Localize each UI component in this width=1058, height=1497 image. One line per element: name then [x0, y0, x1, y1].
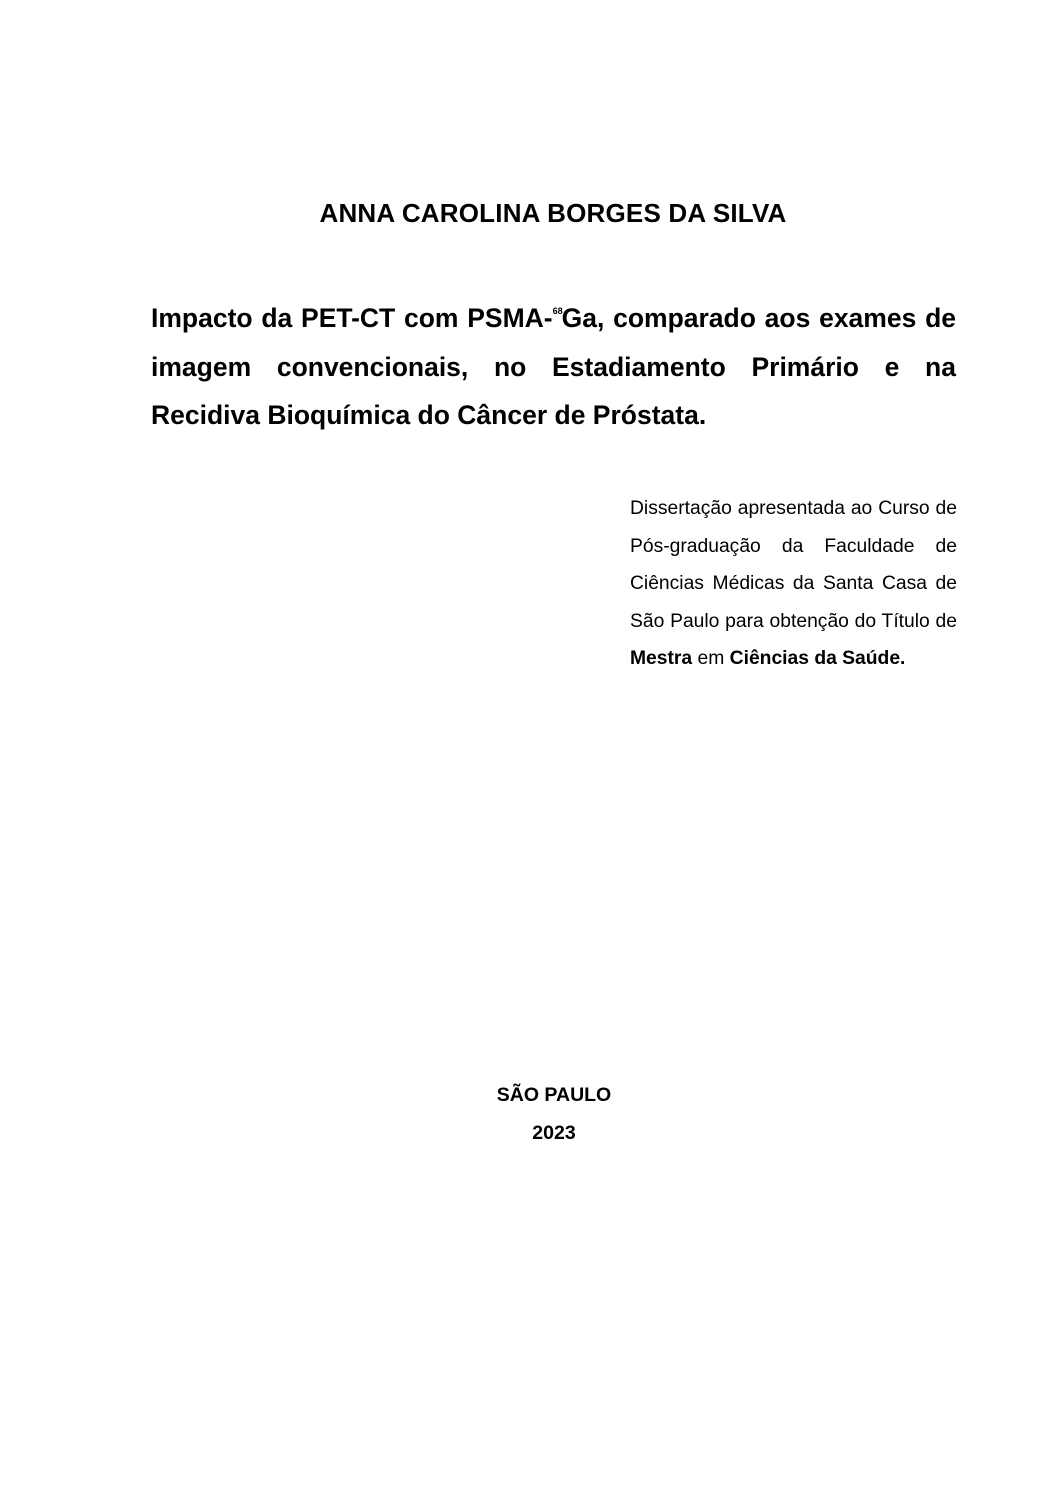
degree-name: Mestra	[630, 648, 693, 669]
isotope-superscript: 68	[552, 306, 563, 316]
presentation-note	[630, 490, 957, 678]
note-text-2: em	[692, 648, 730, 669]
field-name: Ciências da Saúde.	[729, 648, 906, 669]
title-part-1: Impacto da PET-CT com PSMA-	[151, 303, 553, 333]
city: SÃO PAULO	[496, 1084, 612, 1106]
author-name: ANNA CAROLINA BORGES DA SILVA	[319, 198, 787, 228]
note-text-1: Dissertação apresentada ao Curso de Pós-graduação da Faculdade de Ciências Médicas da Santa Casa de São Paulo para obtenção do Título de	[630, 498, 957, 632]
title-part-2: Ga, comparado aos exames de imagem convencionais, no Estadiamento Primário e na Recidiva Bioquímica do Câncer de Próstata.	[151, 303, 956, 430]
dissertation-title	[151, 294, 956, 440]
year: 2023	[532, 1122, 576, 1144]
